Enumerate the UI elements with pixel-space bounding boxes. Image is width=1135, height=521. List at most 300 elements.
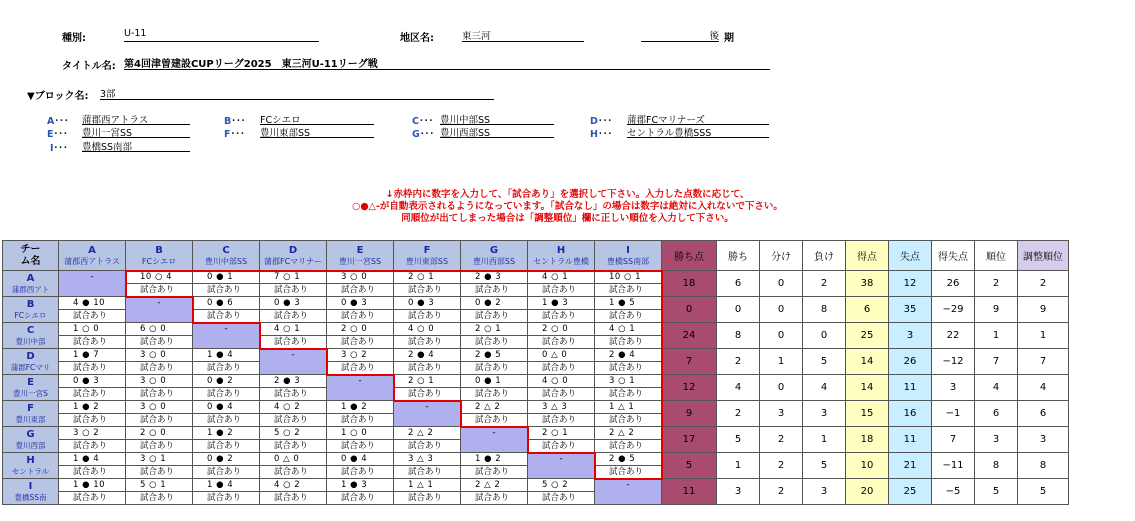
- title-field[interactable]: [124, 55, 770, 70]
- stat-2: 0: [760, 271, 803, 297]
- match-score: 1 △ 1: [595, 401, 661, 414]
- diagonal-mark: -: [90, 272, 94, 282]
- stat-0: 12: [662, 375, 717, 401]
- red-boundary-step-v: [326, 348, 328, 376]
- match-cell[interactable]: [193, 297, 260, 323]
- match-score: 0 △ 0: [528, 349, 594, 362]
- match-status: 試合あり: [408, 467, 443, 477]
- match-status[interactable]: 試合あり: [542, 285, 577, 295]
- match-status: 試合あり: [207, 441, 242, 451]
- match-status: 試合あり: [341, 467, 376, 477]
- match-status: 試合あり: [140, 493, 175, 503]
- match-cell[interactable]: [193, 271, 260, 297]
- block-team-b-name[interactable]: FCシエロ: [260, 112, 374, 125]
- table-row: [3, 375, 1069, 401]
- type-label: 種別:: [62, 33, 86, 44]
- stat-0: 7: [662, 349, 717, 375]
- row-header-e: [3, 375, 59, 401]
- match-status[interactable]: 試合あり: [475, 415, 510, 425]
- match-score: 5 ○ 2: [260, 427, 326, 440]
- row-header-c: [3, 323, 59, 349]
- block-team-g: G･･･: [412, 129, 435, 140]
- match-status: 試合あり: [73, 311, 108, 321]
- stat-2: 1: [760, 349, 803, 375]
- stat-header-3: 負け: [803, 241, 846, 271]
- match-status[interactable]: 試合あり: [341, 337, 376, 347]
- block-team-h: H･･･: [590, 129, 613, 140]
- match-cell: [126, 349, 193, 375]
- match-cell[interactable]: [327, 323, 394, 349]
- match-score: 3 △ 3: [528, 401, 594, 414]
- match-cell[interactable]: [260, 271, 327, 297]
- match-status[interactable]: 試合あり: [609, 285, 644, 295]
- table-row: [3, 427, 1069, 453]
- match-cell[interactable]: [394, 375, 461, 401]
- diagonal-cell: [528, 453, 595, 479]
- match-status[interactable]: 試合あり: [475, 389, 510, 399]
- match-score: 0 ● 3: [394, 297, 460, 310]
- stat-6: −5: [932, 479, 975, 505]
- match-score: 0 ● 3: [260, 297, 326, 310]
- diagonal-cell: [126, 297, 193, 323]
- match-status[interactable]: 試合あり: [609, 467, 644, 477]
- block-team-h-name[interactable]: セントラル豊橋SSS: [627, 125, 769, 138]
- match-cell: [260, 479, 327, 505]
- match-score: 2 ○ 1: [394, 375, 460, 388]
- match-cell: [59, 349, 126, 375]
- block-team-c-name[interactable]: 豊川中部SS: [440, 112, 554, 125]
- match-score: 1 ● 3: [528, 297, 594, 310]
- match-status[interactable]: 試合あり: [408, 389, 443, 399]
- match-score: 7 ○ 1: [260, 271, 326, 284]
- column-team-name: FCシエロ: [141, 256, 177, 266]
- stat-2: 2: [760, 427, 803, 453]
- row-letter: A: [26, 272, 35, 284]
- stat-4: 14: [846, 349, 889, 375]
- match-status[interactable]: 試合あり: [475, 311, 510, 321]
- row-header-d: [3, 349, 59, 375]
- column-team-name: 豊川一宮SS: [338, 256, 382, 266]
- block-team-a-name[interactable]: 蒲郡西アトラス: [82, 112, 190, 125]
- diagonal-cell: [59, 271, 126, 297]
- match-status[interactable]: 試合あり: [609, 415, 644, 425]
- column-header-c: [193, 241, 260, 271]
- match-score: 2 ● 3: [461, 271, 527, 284]
- column-header-g: [461, 241, 528, 271]
- row-team-name: FCシエロ: [14, 310, 47, 320]
- match-score: 0 ● 2: [193, 453, 259, 466]
- stat-4: 10: [846, 453, 889, 479]
- match-score: 3 ○ 0: [126, 349, 192, 362]
- stat-8[interactable]: 8: [1018, 453, 1069, 479]
- match-score: 1 ● 3: [327, 479, 393, 492]
- match-score: 3 ○ 1: [126, 453, 192, 466]
- match-cell[interactable]: [595, 271, 662, 297]
- match-cell[interactable]: [126, 271, 193, 297]
- match-cell: [461, 479, 528, 505]
- column-letter: B: [155, 244, 163, 256]
- match-cell[interactable]: [327, 297, 394, 323]
- table-row: [3, 479, 1069, 505]
- row-team-name: 豊川中部: [15, 336, 46, 346]
- match-score: 2 ○ 0: [327, 323, 393, 336]
- match-cell: [394, 427, 461, 453]
- match-cell[interactable]: [327, 349, 394, 375]
- match-cell: [528, 479, 595, 505]
- column-header-a: [59, 241, 126, 271]
- stat-4: 15: [846, 401, 889, 427]
- match-score: 6 ○ 0: [126, 323, 192, 336]
- match-cell[interactable]: [327, 271, 394, 297]
- match-cell: [59, 323, 126, 349]
- match-cell[interactable]: [394, 297, 461, 323]
- stat-7: 2: [975, 271, 1018, 297]
- row-letter: C: [26, 324, 35, 336]
- stat-1: 5: [717, 427, 760, 453]
- block-team-i-name[interactable]: 豊橋SS南部: [82, 139, 190, 152]
- diagonal-mark: -: [626, 480, 630, 490]
- match-cell[interactable]: [528, 349, 595, 375]
- stat-header-8: 調整順位: [1018, 241, 1069, 271]
- match-cell[interactable]: [461, 271, 528, 297]
- stat-0: 17: [662, 427, 717, 453]
- match-cell[interactable]: [461, 297, 528, 323]
- match-cell[interactable]: [260, 323, 327, 349]
- stat-8[interactable]: 3: [1018, 427, 1069, 453]
- block-team-g-name[interactable]: 豊川西部SS: [440, 125, 554, 138]
- match-status: 試合あり: [274, 389, 309, 399]
- stat-header-0: 勝ち点: [662, 241, 717, 271]
- match-cell[interactable]: [528, 401, 595, 427]
- match-score: 2 ○ 1: [394, 271, 460, 284]
- stat-1: 1: [717, 453, 760, 479]
- stat-4: 38: [846, 271, 889, 297]
- column-letter: C: [222, 244, 230, 256]
- match-status: 試合あり: [274, 415, 309, 425]
- stat-1: 6: [717, 271, 760, 297]
- stat-3: 3: [803, 401, 846, 427]
- stat-8[interactable]: 5: [1018, 479, 1069, 505]
- row-letter: I: [28, 480, 33, 492]
- red-boundary-step-h: [527, 452, 596, 454]
- row-team-name: 蒲郡FCマリ: [10, 362, 51, 372]
- match-status[interactable]: 試合あり: [609, 311, 644, 321]
- match-score: 1 ● 2: [59, 401, 125, 414]
- stat-6: −12: [932, 349, 975, 375]
- match-cell[interactable]: [528, 297, 595, 323]
- block-team-d: D･･･: [590, 116, 613, 127]
- match-score: 3 △ 3: [394, 453, 460, 466]
- red-boundary-step-h: [393, 400, 462, 402]
- region-field[interactable]: [462, 28, 584, 42]
- match-status: 試合あり: [207, 467, 242, 477]
- match-score: 3 ○ 0: [126, 401, 192, 414]
- diagonal-mark: -: [291, 350, 295, 360]
- match-status[interactable]: 試合あり: [475, 285, 510, 295]
- stat-5: 25: [889, 479, 932, 505]
- red-boundary-top: [125, 270, 663, 272]
- match-score: 0 ● 6: [193, 297, 259, 310]
- match-cell: [59, 479, 126, 505]
- stat-7: 8: [975, 453, 1018, 479]
- type-field[interactable]: [124, 28, 319, 42]
- row-team-name: 豊川一宮S: [13, 388, 48, 398]
- match-status[interactable]: 試合あり: [609, 389, 644, 399]
- column-letter: E: [356, 244, 364, 256]
- red-boundary-step-h: [192, 322, 261, 324]
- stat-3: 4: [803, 375, 846, 401]
- match-cell: [193, 453, 260, 479]
- match-cell: [394, 479, 461, 505]
- block-team-a: A･･･: [47, 116, 69, 127]
- match-cell[interactable]: [394, 323, 461, 349]
- table-row: [3, 349, 1069, 375]
- stat-8[interactable]: 2: [1018, 271, 1069, 297]
- match-score: 0 ● 4: [193, 401, 259, 414]
- match-score: 1 ● 2: [327, 401, 393, 414]
- match-score: 1 ● 5: [595, 297, 661, 310]
- match-score: 1 ● 10: [59, 479, 125, 492]
- match-cell[interactable]: [595, 349, 662, 375]
- match-cell: [260, 401, 327, 427]
- match-status[interactable]: 試合あり: [609, 337, 644, 347]
- match-status[interactable]: 試合あり: [274, 337, 309, 347]
- stat-2: 0: [760, 297, 803, 323]
- match-cell: [461, 453, 528, 479]
- instruction-line-1: ↓赤枠内に数字を入力して、「試合あり」を選択して下さい。入力した点数に応じて、: [385, 189, 750, 200]
- match-status[interactable]: 試合あり: [341, 363, 376, 373]
- column-header-h: [528, 241, 595, 271]
- match-cell[interactable]: [461, 401, 528, 427]
- match-status: 試合あり: [73, 493, 108, 503]
- block-team-c: C･･･: [412, 116, 434, 127]
- match-score: 0 ● 1: [193, 271, 259, 284]
- red-boundary-step-h: [125, 296, 194, 298]
- match-status: 試合あり: [341, 415, 376, 425]
- match-status[interactable]: 試合あり: [475, 337, 510, 347]
- stat-1: 2: [717, 349, 760, 375]
- red-boundary-step-h: [326, 374, 395, 376]
- match-score: 10 ○ 1: [595, 271, 661, 284]
- stat-7: 3: [975, 427, 1018, 453]
- match-status[interactable]: 試合あり: [542, 441, 577, 451]
- match-status: 試合あり: [73, 363, 108, 373]
- column-team-name: 豊川東部SS: [405, 256, 449, 266]
- table-row: [3, 297, 1069, 323]
- match-status[interactable]: 試合あり: [274, 311, 309, 321]
- match-status[interactable]: 試合あり: [609, 441, 644, 451]
- stat-1: 4: [717, 375, 760, 401]
- stat-0: 18: [662, 271, 717, 297]
- match-score: 1 △ 1: [394, 479, 460, 492]
- block-team-d-name[interactable]: 蒲郡FCマリナーズ: [627, 112, 769, 125]
- column-header-b: [126, 241, 193, 271]
- match-cell: [193, 375, 260, 401]
- stat-6: −11: [932, 453, 975, 479]
- match-cell[interactable]: [528, 427, 595, 453]
- match-status[interactable]: 試合あり: [408, 337, 443, 347]
- match-cell[interactable]: [595, 297, 662, 323]
- corner-header: [3, 241, 59, 271]
- stat-0: 5: [662, 453, 717, 479]
- table-row: [3, 323, 1069, 349]
- diagonal-mark: -: [224, 324, 228, 334]
- match-score: 4 ○ 1: [595, 323, 661, 336]
- stat-5: 11: [889, 375, 932, 401]
- match-status[interactable]: 試合あり: [408, 285, 443, 295]
- match-score: 1 ● 4: [193, 479, 259, 492]
- match-status: 試合あり: [408, 493, 443, 503]
- stat-3: 5: [803, 349, 846, 375]
- stat-6: 7: [932, 427, 975, 453]
- stat-2: 0: [760, 375, 803, 401]
- match-cell: [260, 427, 327, 453]
- match-score: 5 ○ 2: [528, 479, 594, 492]
- match-status[interactable]: 試合あり: [140, 285, 175, 295]
- match-cell[interactable]: [528, 271, 595, 297]
- match-status[interactable]: 試合あり: [542, 389, 577, 399]
- match-status: 試合あり: [140, 389, 175, 399]
- stat-0: 0: [662, 297, 717, 323]
- term-field[interactable]: [641, 28, 719, 42]
- match-status: 試合あり: [140, 441, 175, 451]
- match-score: 1 ● 2: [461, 453, 527, 466]
- column-header-e: [327, 241, 394, 271]
- instruction-line-2: ○●△-が自動表示されるようになっています。「試合なし」の場合は数字は絶対に入れないで下さい。: [352, 201, 783, 212]
- match-score: 3 ○ 0: [327, 271, 393, 284]
- match-cell[interactable]: [394, 349, 461, 375]
- match-score: 3 ○ 2: [327, 349, 393, 362]
- stat-6: −29: [932, 297, 975, 323]
- stat-8[interactable]: 1: [1018, 323, 1069, 349]
- stat-8[interactable]: 4: [1018, 375, 1069, 401]
- match-status[interactable]: 試合あり: [207, 311, 242, 321]
- match-status: 試合あり: [140, 363, 175, 373]
- match-cell: [126, 375, 193, 401]
- match-cell: [59, 401, 126, 427]
- match-cell: [59, 375, 126, 401]
- block-team-b: B･･･: [224, 116, 246, 127]
- red-boundary-step-v: [460, 400, 462, 428]
- match-status: 試合あり: [341, 441, 376, 451]
- match-cell: [193, 479, 260, 505]
- match-status: 試合あり: [140, 467, 175, 477]
- block-value: 3部: [100, 89, 116, 100]
- title-value: 第4回津曽建設CUPリーグ2025 東三河U-11リーグ戦: [124, 59, 378, 70]
- column-letter: G: [489, 244, 499, 256]
- red-boundary-step-h: [460, 426, 529, 428]
- match-status[interactable]: 試合あり: [542, 337, 577, 347]
- match-cell: [126, 453, 193, 479]
- match-cell: [327, 479, 394, 505]
- match-score: 2 ● 5: [461, 349, 527, 362]
- match-status: 試合あり: [408, 441, 443, 451]
- match-cell[interactable]: [394, 271, 461, 297]
- match-status[interactable]: 試合あり: [341, 311, 376, 321]
- match-cell: [327, 427, 394, 453]
- match-status[interactable]: 試合あり: [274, 285, 309, 295]
- stat-header-5: 失点: [889, 241, 932, 271]
- row-header-f: [3, 401, 59, 427]
- match-score: 0 ● 2: [193, 375, 259, 388]
- match-status: 試合あり: [73, 337, 108, 347]
- match-cell[interactable]: [528, 375, 595, 401]
- match-cell[interactable]: [528, 323, 595, 349]
- match-status[interactable]: 試合あり: [408, 363, 443, 373]
- match-status[interactable]: 試合あり: [408, 311, 443, 321]
- match-status[interactable]: 試合あり: [609, 363, 644, 373]
- red-boundary-step-v: [393, 374, 395, 402]
- match-cell[interactable]: [595, 375, 662, 401]
- match-cell: [126, 323, 193, 349]
- match-cell[interactable]: [461, 349, 528, 375]
- row-header-h: [3, 453, 59, 479]
- column-header-f: [394, 241, 461, 271]
- match-cell[interactable]: [595, 401, 662, 427]
- row-letter: G: [26, 428, 35, 440]
- match-score: 0 ● 3: [327, 297, 393, 310]
- column-team-name: 蒲郡西アトラス: [64, 256, 120, 266]
- stat-8[interactable]: 9: [1018, 297, 1069, 323]
- row-team-name: 蒲郡西アト: [11, 284, 50, 294]
- block-team-e-name[interactable]: 豊川一宮SS: [82, 125, 190, 138]
- match-score: 1 ● 4: [193, 349, 259, 362]
- match-status[interactable]: 試合あり: [542, 363, 577, 373]
- match-cell: [193, 427, 260, 453]
- stat-4: 14: [846, 375, 889, 401]
- match-score: 2 ● 4: [394, 349, 460, 362]
- match-status[interactable]: 試合あり: [341, 285, 376, 295]
- block-team-f-name[interactable]: 豊川東部SS: [260, 125, 374, 138]
- match-cell[interactable]: [595, 453, 662, 479]
- match-status: 試合あり: [140, 337, 175, 347]
- red-boundary-step-v: [259, 322, 261, 350]
- match-status[interactable]: 試合あり: [207, 285, 242, 295]
- match-score: 4 ○ 2: [260, 479, 326, 492]
- match-score: 3 ○ 1: [595, 375, 661, 388]
- stat-6: 3: [932, 375, 975, 401]
- column-team-name: 豊橋SS南部: [606, 256, 650, 266]
- stat-5: 16: [889, 401, 932, 427]
- row-team-name: セントラル: [11, 466, 50, 476]
- match-status: 試合あり: [73, 415, 108, 425]
- match-score: 4 ○ 1: [260, 323, 326, 336]
- row-letter: E: [27, 376, 34, 388]
- block-field[interactable]: [100, 86, 494, 100]
- match-cell[interactable]: [595, 427, 662, 453]
- match-score: 2 △ 2: [394, 427, 460, 440]
- match-status[interactable]: 試合あり: [542, 311, 577, 321]
- match-cell: [193, 401, 260, 427]
- match-status[interactable]: 試合あり: [542, 415, 577, 425]
- stat-8[interactable]: 6: [1018, 401, 1069, 427]
- match-cell[interactable]: [461, 375, 528, 401]
- stat-header-2: 分け: [760, 241, 803, 271]
- stat-6: 22: [932, 323, 975, 349]
- stat-7: 6: [975, 401, 1018, 427]
- match-cell: [327, 401, 394, 427]
- stat-8[interactable]: 7: [1018, 349, 1069, 375]
- red-boundary-step-v: [594, 452, 596, 480]
- match-cell[interactable]: [260, 297, 327, 323]
- match-cell[interactable]: [461, 323, 528, 349]
- stat-header-1: 勝ち: [717, 241, 760, 271]
- red-boundary-step-v: [125, 270, 127, 298]
- row-team-name: 豊川西部: [15, 440, 46, 450]
- match-cell[interactable]: [595, 323, 662, 349]
- stat-0: 24: [662, 323, 717, 349]
- match-status[interactable]: 試合あり: [475, 363, 510, 373]
